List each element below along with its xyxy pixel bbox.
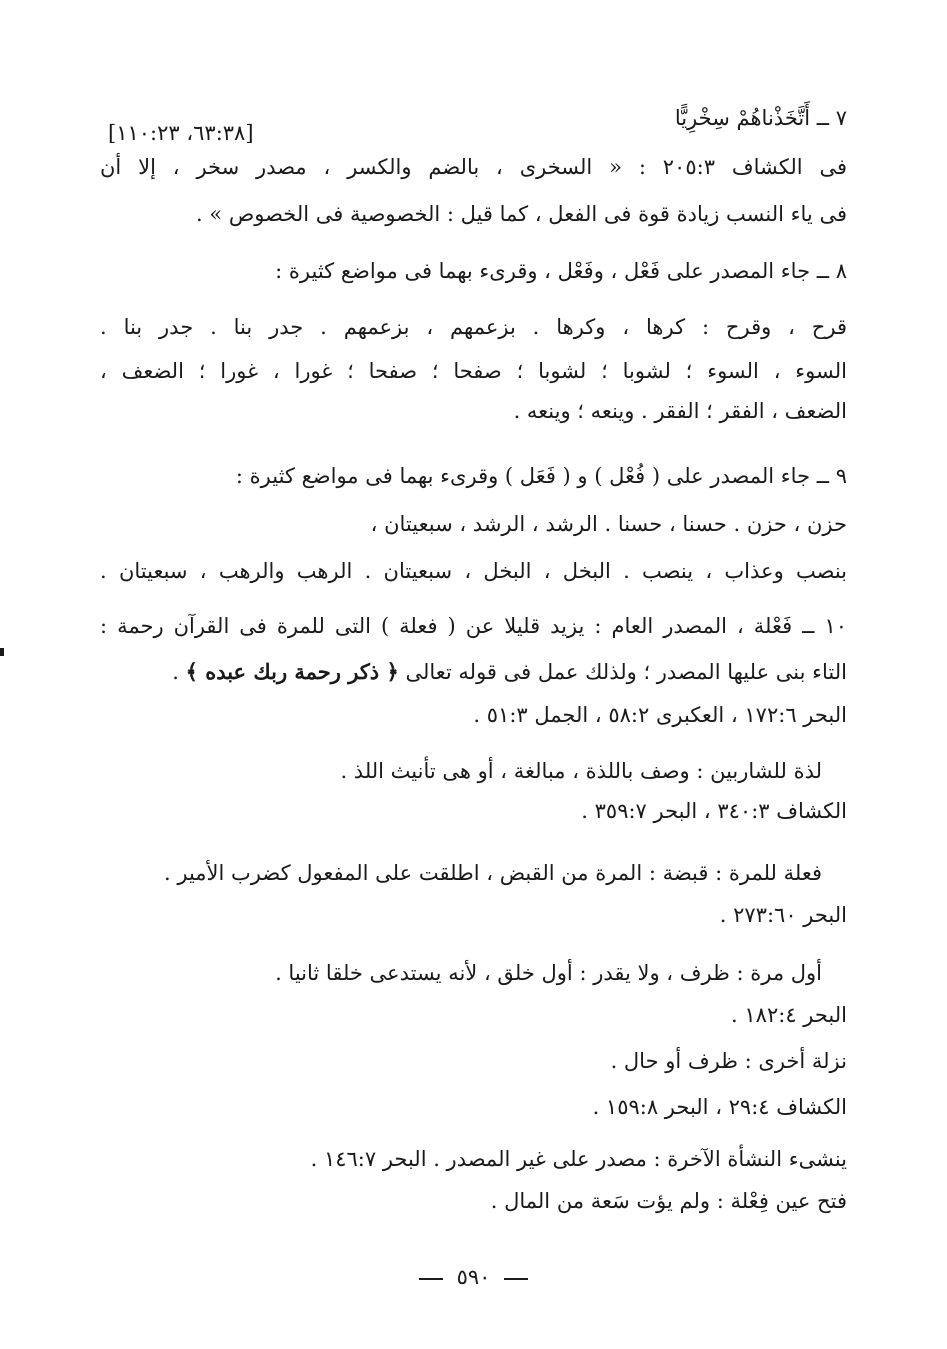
item-8-line-3: السوء ، السوء ؛ لشوبا ؛ لشوبا ؛ صفحا ؛ صفحا ؛ غورا ، غورا ؛ الضعف ،: [100, 359, 847, 383]
item-7-line-2: فى ياء النسب زيادة قوة فى الفعل ، كما قيل : الخصوصية فى الخصوص » .: [195, 202, 847, 226]
para-nasha-line-1: ينشىء النشأة الآخرة : مصدر على غير المصدر . البحر ١٤٦:٧ .: [310, 1147, 847, 1171]
item-9-line-1: ٩ ــ جاء المصدر على ( فُعْل ) و ( فَعَل ) وقرىء بهما فى مواضع كثيرة :: [235, 464, 847, 488]
para-fa3la-line-2: البحر ٢٧٣:٦٠ .: [719, 903, 847, 927]
page-number-text: ٥٩٠: [456, 1265, 491, 1289]
page-number: [0, 1262, 947, 1292]
item-9-line-3: بنصب وعذاب ، ينصب . البخل ، البخل ، سبعيتان . الرهب والرهب ، سبعيتان .: [100, 559, 847, 583]
page-number-dash: [419, 1278, 443, 1280]
item-10-line-2-text: التاء بنى عليها المصدر ؛ ولذلك عمل فى قوله تعالى: [405, 660, 847, 684]
item-8-line-1: ٨ ــ جاء المصدر على فَعْل ، وفَعْل ، وقرىء بهما فى مواضع كثيرة :: [275, 259, 847, 283]
para-fa3la-line-1: فعلة للمرة : قبضة : المرة من القبض ، اطلقت على المفعول كضرب الأمير .: [164, 861, 822, 885]
item-10-line-2-end: .: [172, 660, 179, 684]
para-ladha-line-1: لذة للشاربين : وصف باللذة ، مبالغة ، أو هى تأنيث اللذ .: [340, 759, 822, 783]
quran-quote: ﴿ ذكر رحمة ربك عبده ﴾: [185, 659, 399, 684]
para-ladha-line-2: الكشاف ٣٤٠:٣ ، البحر ٣٥٩:٧ .: [581, 799, 847, 823]
item-8-line-4: الضعف ، الفقر ؛ الفقر . وينعه ؛ وينعه .: [513, 399, 847, 423]
para-awwal-line-2: البحر ١٨٢:٤ .: [731, 1003, 847, 1027]
para-nazla-line-1: نزلة أخرى : ظرف أو حال .: [610, 1049, 847, 1073]
item-7-heading: ٧ ــ أَتَّخَذْناهُمْ سِخْرِيًّا: [674, 106, 847, 130]
item-10-line-1: ١٠ ــ فَعْلة ، المصدر العام : يزيد قليلا عن ( فعلة ) التى للمرة فى القرآن رحمة :: [100, 614, 847, 638]
para-nazla-line-2: الكشاف ٢٩:٤ ، البحر ١٥٩:٨ .: [592, 1095, 847, 1119]
item-7-reference: [٦٣:٣٨، ١١٠:٢٣]: [108, 121, 254, 145]
item-10-line-2: [100, 657, 847, 687]
item-7-line-1: فى الكشاف ٢٠٥:٣ : « السخرى ، بالضم والكسر ، مصدر سخر ، إلا أن: [100, 155, 847, 179]
para-awwal-line-1: أول مرة : ظرف ، ولا يقدر : أول خلق ، لأنه يستدعى خلقا ثانيا .: [275, 961, 822, 985]
item-10-line-3: البحر ١٧٢:٦ ، العكبرى ٥٨:٢ ، الجمل ٥١:٣ .: [473, 703, 847, 727]
item-8-line-2: قرح ، وقرح : كرها ، وكرها . بزعمهم ، بزعمهم . جدر بنا . جدر بنا .: [100, 315, 847, 339]
page-number-dash: [504, 1278, 528, 1280]
item-9-line-2: حزن ، حزن . حسنا ، حسنا . الرشد ، الرشد ، سبعيتان ،: [370, 512, 847, 536]
para-fath-line-1: فتح عين فِعْلة : ولم يؤت سَعة من المال .: [490, 1189, 847, 1213]
scan-edge-mark: [0, 648, 4, 656]
